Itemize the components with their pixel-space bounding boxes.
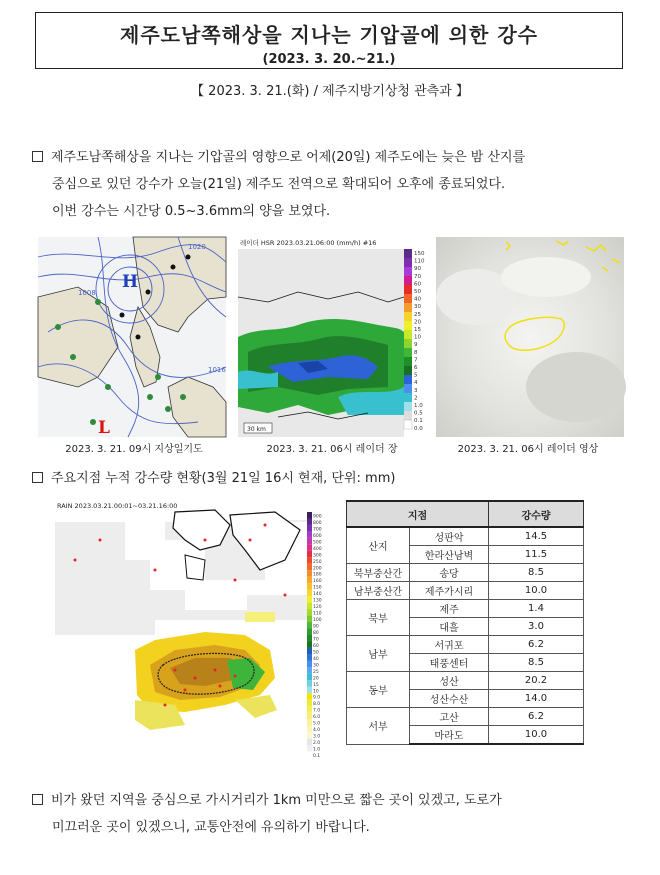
rain-colorbar-swatch: [307, 622, 312, 628]
paragraph-3-line-2: 미끄러운 곳이 있겠으니, 교통안전에 유의하기 바랍니다.: [52, 820, 370, 835]
rain-colorbar-tick: 15: [313, 682, 319, 688]
table-row: [347, 672, 584, 690]
rain-colorbar-tick: 130: [313, 598, 322, 604]
rain-colorbar-swatch: [307, 577, 312, 583]
rain-colorbar-tick: 80: [313, 631, 319, 636]
station-cell: 마라도: [410, 726, 489, 745]
region-cell: 북부중산간: [347, 564, 410, 582]
table-row: [347, 582, 584, 600]
rain-colorbar-swatch: [307, 538, 312, 544]
table-row: [347, 708, 584, 726]
rain-colorbar-swatch: [307, 752, 312, 758]
rain-colorbar-swatch: [307, 525, 312, 531]
rain-colorbar-swatch: [307, 609, 312, 615]
rain-colorbar-tick: 1.0: [313, 747, 321, 753]
rain-colorbar-swatch: [307, 706, 312, 712]
rain-colorbar-tick: 20: [313, 676, 319, 682]
rain-colorbar-swatch: [307, 570, 312, 576]
table-header-rain: 강수량: [489, 501, 584, 527]
radar-colorbar-tick: 3: [414, 387, 418, 394]
rain-colorbar-swatch: [307, 674, 312, 680]
rain-colorbar-tick: 180: [313, 572, 322, 578]
region-cell: 서부: [347, 708, 410, 745]
isobar-label-1008: 1008: [78, 289, 96, 297]
paragraph-2: [32, 465, 642, 492]
radar-colorbar-tick: 8: [414, 349, 418, 356]
rain-colorbar-swatch: [307, 726, 312, 732]
radar-colorbar-tick: 0.0: [414, 425, 423, 432]
rain-colorbar-tick: 6.0: [313, 715, 321, 721]
rain-colorbar-swatch: [307, 635, 312, 641]
square-bullet-icon: [32, 151, 43, 162]
rain-colorbar-swatch: [307, 693, 312, 699]
radar-colorbar-tick: 30: [414, 304, 421, 311]
rain-colorbar-tick: 500: [313, 540, 322, 546]
table-header-station: 지점: [347, 501, 489, 527]
paragraph-2-text: 주요지점 누적 강수량 현황(3월 21일 16시 현재, 단위: mm): [51, 471, 396, 486]
paragraph-1-line-3: 이번 강수는 시간당 0.5~3.6mm의 양을 보였다.: [52, 204, 331, 219]
radar-caption: 2023. 3. 21. 06시 레이더 장: [266, 444, 398, 455]
rain-colorbar-tick: 900: [313, 514, 322, 520]
rain-value-cell: 20.2: [489, 672, 584, 690]
rain-colorbar-tick: 400: [313, 546, 322, 552]
rain-colorbar-tick: 8.0: [313, 702, 321, 708]
radar-colorbar-tick: 10: [414, 334, 421, 341]
rain-map-header: RAIN 2023.03.21.00:01~03.21.16:00: [57, 502, 178, 510]
station-cell: 고산: [410, 708, 489, 726]
rain-value-cell: 6.2: [489, 708, 584, 726]
rain-colorbar-tick: 7.0: [313, 708, 321, 714]
radar-colorbar-tick: 7: [414, 357, 418, 364]
table-row: [347, 564, 584, 582]
station-cell: 성판악: [410, 527, 489, 546]
rain-colorbar-tick: 700: [313, 527, 322, 533]
rain-colorbar-tick: 300: [313, 553, 322, 559]
square-bullet-icon: [32, 794, 43, 805]
rain-colorbar-tick: 70: [313, 637, 319, 643]
rain-colorbar-tick: 9.0: [313, 695, 321, 701]
rain-colorbar-swatch: [307, 648, 312, 654]
station-cell: 대흘: [410, 618, 489, 636]
rain-colorbar-tick: 5.0: [313, 721, 321, 727]
station-cell: 성산수산: [410, 690, 489, 708]
rain-colorbar-swatch: [307, 557, 312, 563]
radar-header: 레이더 HSR 2023.03.21.06:00 (mm/h) #16: [240, 239, 377, 247]
rain-colorbar-tick: 120: [313, 605, 322, 611]
rain-colorbar-swatch: [307, 518, 312, 524]
satellite-image: [436, 237, 624, 437]
radar-colorbar-tick: 150: [414, 251, 425, 257]
rain-colorbar-swatch: [307, 629, 312, 635]
region-cell: 남부: [347, 636, 410, 672]
station-cell: 송당: [410, 564, 489, 582]
radar-colorbar-tick: 6: [414, 365, 418, 371]
rain-colorbar-swatch: [307, 739, 312, 745]
high-pressure-label: H: [122, 272, 139, 292]
rain-colorbar-tick: 50: [313, 650, 319, 656]
isobar-label-1016: 1016: [208, 366, 226, 374]
satellite-caption: 2023. 3. 21. 06시 레이더 영상: [457, 444, 599, 455]
radar-colorbar-tick: 70: [414, 273, 421, 280]
rain-colorbar-tick: 200: [313, 566, 322, 572]
rain-colorbar-swatch: [307, 713, 312, 719]
rain-colorbar-swatch: [307, 551, 312, 557]
table-row: [347, 600, 584, 618]
radar-colorbar-tick: 40: [414, 296, 421, 303]
paragraph-1-line-1: 제주도남쪽해상을 지나는 기압골의 영향으로 어제(20일) 제주도에는 늦은 밤 산지를: [51, 150, 526, 165]
radar-colorbar-tick: 2: [414, 395, 418, 402]
paragraph-3-line-1: 비가 왔던 지역을 중심으로 가시거리가 1km 미만으로 짧은 곳이 있겠고, 도로가: [51, 793, 502, 808]
station-cell: 태풍센터: [410, 654, 489, 672]
rain-colorbar-tick: 160: [313, 579, 322, 585]
rain-colorbar-tick: 25: [313, 669, 319, 675]
radar-colorbar-tick: 0.1: [414, 418, 423, 425]
station-cell: 제주: [410, 600, 489, 618]
region-cell: 북부: [347, 600, 410, 636]
rain-colorbar-tick: 100: [313, 618, 322, 624]
rain-value-cell: 10.0: [489, 726, 584, 745]
station-cell: 서귀포: [410, 636, 489, 654]
rain-colorbar-tick: 140: [313, 592, 322, 598]
rain-colorbar-swatch: [307, 732, 312, 738]
radar-scale-label: 30 km: [247, 426, 266, 433]
radar-colorbar-tick: 20: [414, 319, 421, 326]
rain-colorbar-swatch: [307, 564, 312, 570]
rain-colorbar-swatch: [307, 544, 312, 550]
rain-value-cell: 8.5: [489, 564, 584, 582]
rain-colorbar-tick: 4.0: [313, 728, 321, 734]
rainfall-table: [346, 500, 584, 745]
rain-colorbar-swatch: [307, 687, 312, 693]
rain-colorbar-tick: 250: [313, 559, 322, 565]
accumulated-rain-map: [55, 500, 320, 760]
station-cell: 제주가시리: [410, 582, 489, 600]
isobar-label-1020: 1020: [188, 243, 206, 251]
radar-colorbar-tick: 15: [414, 327, 421, 333]
title-box: [35, 12, 623, 69]
station-cell: 한라산남벽: [410, 546, 489, 564]
rain-colorbar-tick: 600: [313, 533, 322, 539]
radar-colorbar-tick: 9: [414, 342, 418, 349]
rain-colorbar-tick: 150: [313, 585, 322, 591]
weather-map-caption: 2023. 3. 21. 09시 지상일기도: [65, 444, 203, 455]
paragraph-1: [32, 144, 642, 225]
subtitle: 【 2023. 3. 21.(화) / 제주지방기상청 관측과 】: [191, 84, 469, 99]
weather-map-image: [38, 237, 226, 437]
radar-colorbar-tick: 90: [414, 266, 421, 273]
rain-colorbar-tick: 2.0: [313, 741, 321, 747]
rain-colorbar-swatch: [307, 531, 312, 537]
rain-colorbar-tick: 60: [313, 643, 319, 649]
rain-colorbar-swatch: [307, 590, 312, 596]
rain-value-cell: 10.0: [489, 582, 584, 600]
rain-colorbar-swatch: [307, 596, 312, 602]
rain-colorbar-tick: 90: [313, 624, 319, 630]
square-bullet-icon: [32, 472, 43, 483]
region-cell: 남부중산간: [347, 582, 410, 600]
rain-value-cell: 14.0: [489, 690, 584, 708]
rain-colorbar-tick: 800: [313, 520, 322, 526]
radar-colorbar-tick: 0.5: [414, 410, 423, 417]
low-pressure-label: L: [98, 418, 110, 438]
rain-value-cell: 1.4: [489, 600, 584, 618]
station-cell: 성산: [410, 672, 489, 690]
region-cell: 산지: [347, 527, 410, 564]
rain-colorbar-tick: 30: [313, 663, 319, 669]
paragraph-1-line-2: 중심으로 있던 강수가 오늘(21일) 제주도 전역으로 확대되어 오후에 종료되었다.: [52, 177, 506, 192]
rain-colorbar-swatch: [307, 583, 312, 589]
rain-value-cell: 14.5: [489, 527, 584, 546]
rain-colorbar-swatch: [307, 661, 312, 667]
radar-colorbar-tick: 4: [414, 380, 418, 387]
rain-colorbar-swatch: [307, 745, 312, 751]
rain-colorbar-swatch: [307, 680, 312, 686]
rain-colorbar-swatch: [307, 719, 312, 725]
rain-colorbar-tick: 3.0: [313, 734, 321, 740]
radar-colorbar-tick: 110: [414, 258, 425, 265]
radar-colorbar-tick: 60: [414, 281, 421, 288]
rain-colorbar-swatch: [307, 641, 312, 647]
rain-value-cell: 11.5: [489, 546, 584, 564]
rain-colorbar-swatch: [307, 512, 312, 518]
table-row: [347, 527, 584, 546]
region-cell: 동부: [347, 672, 410, 708]
rain-colorbar-tick: 10: [313, 689, 319, 695]
paragraph-3: [32, 787, 642, 841]
rain-colorbar-swatch: [307, 667, 312, 673]
rain-value-cell: 3.0: [489, 618, 584, 636]
radar-colorbar-tick: 5: [414, 372, 418, 379]
radar-image: [238, 237, 426, 437]
page-title: 제주도남쪽해상을 지나는 기압골에 의한 강수: [120, 23, 538, 47]
title-period: (2023. 3. 20.~21.): [262, 52, 396, 67]
radar-colorbar-tick: 50: [414, 289, 421, 295]
radar-colorbar-tick: 25: [414, 311, 421, 318]
rain-colorbar-tick: 40: [313, 656, 319, 662]
rain-colorbar-swatch: [307, 700, 312, 706]
radar-colorbar-tick: 1.0: [414, 403, 423, 409]
rain-colorbar-swatch: [307, 616, 312, 622]
table-row: [347, 636, 584, 654]
rain-colorbar-swatch: [307, 654, 312, 660]
rain-colorbar-tick: 110: [313, 611, 322, 617]
rain-colorbar-tick: 0.1: [313, 754, 321, 759]
rain-value-cell: 6.2: [489, 636, 584, 654]
rain-value-cell: 8.5: [489, 654, 584, 672]
rain-colorbar-swatch: [307, 603, 312, 609]
